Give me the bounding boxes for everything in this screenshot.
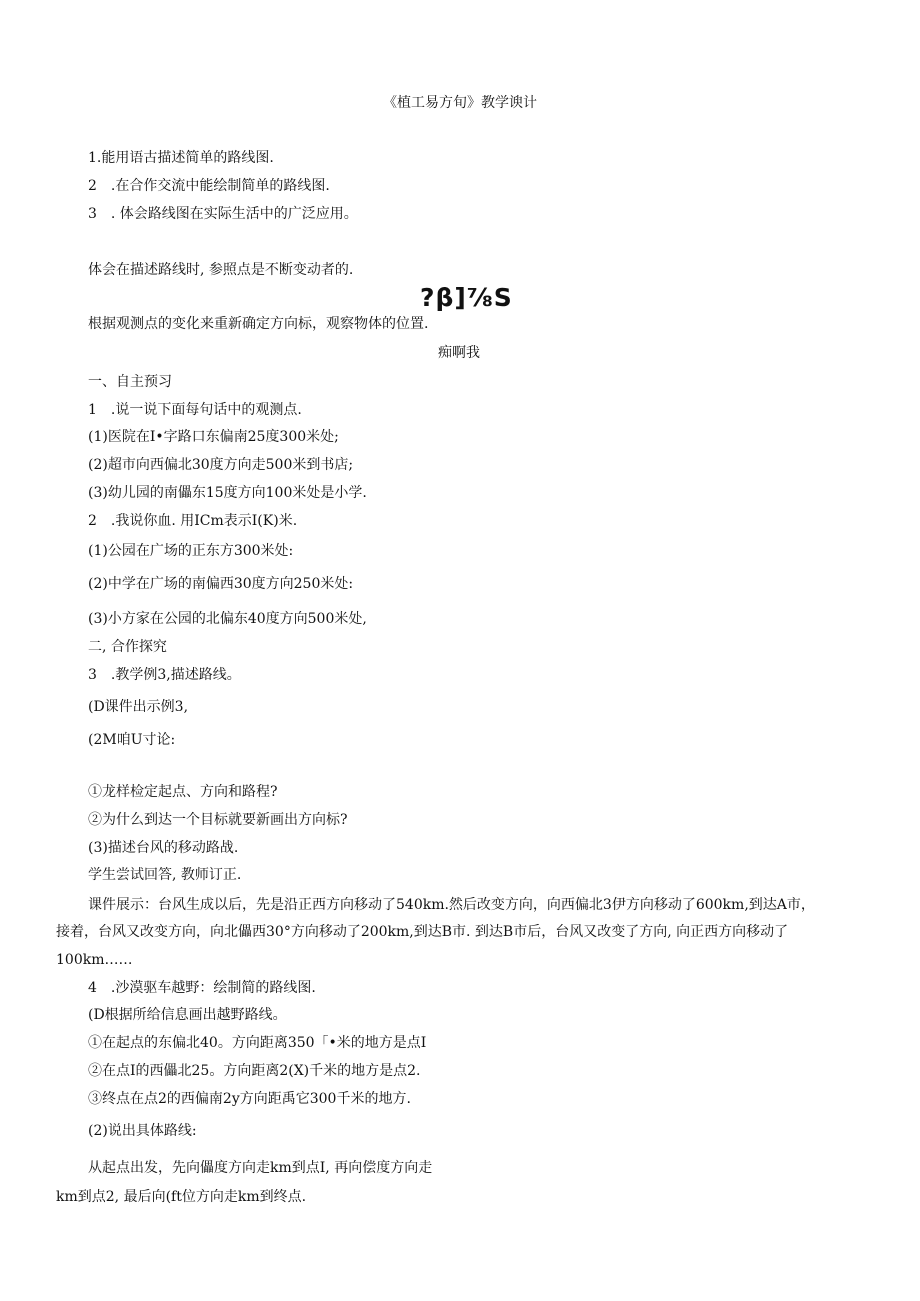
q3-item-1: (D课件出示例3, [88,699,189,715]
part1-title: 一、自主预习 [88,374,172,390]
ending-line-2: km到点2, 最后向(ft位方向走km到终点. [56,1189,307,1205]
q2-item-1: (1)公园在广场的正东方300米处: [88,543,294,559]
ending-line-1: 从起点出发，先向儡度方向走km到点I, 再向偿度方向走 [88,1160,433,1176]
q2-item-3: (3)小方家在公园的北偏东40度方向500米处, [88,611,367,627]
courseware-line-1: 课件展示：台风生成以后，先是沿正西方向移动了540km.然后改变方向，向西偏北3伊方向移动了600km,到达A市， [88,897,815,913]
q4-item-3: ②在点I的西儡北25。方向距离2(X)千米的地方是点2. [88,1063,421,1079]
q2-item-2: (2)中学在广场的南偏西30度方向250米处: [88,576,354,592]
objective-2: 2 .在合作交流中能绘制简单的路线图. [88,178,330,194]
q3-sub-2: ②为什么到达一个目标就要新画出方向标? [88,812,348,828]
q4-title: 4 .沙漠驱车越野：绘制简的路线图. [88,980,316,996]
q1-item-2: (2)超市向西偏北30度方向走500米到书店; [88,457,354,473]
key-point: 体会在描述路线时, 参照点是不断变动者的. [88,262,354,278]
q4-item-5: (2)说出具体路线: [88,1123,197,1139]
q3-sub-3: (3)描述台风的移动路战. [88,840,239,856]
q1-item-3: (3)幼儿园的南儡东15度方向100米处是小学. [88,485,367,501]
garbled-heading: ?β]⅞S [420,283,513,312]
section-label: 痴啊我 [438,345,480,361]
document-title: 《植工易方旬》教学谀计 [383,95,537,111]
courseware-line-3: 100km…… [56,952,133,968]
q2-title: 2 .我说你血. 用ICm表示I(K)米. [88,513,298,529]
q4-item-1: (D根据所给信息画出越野路线。 [88,1007,287,1023]
q1-title: 1 .说一说下面每句话中的观测点. [88,402,302,418]
difficulty-point: 根据观测点的变化来重新确定方向标，观察物体的位置. [88,316,429,332]
q3-sub-1: ①龙样检定起点、方向和路程? [88,784,278,800]
q4-item-4: ③终点在点2的西偏南2y方向距禹它300千米的地方. [88,1091,411,1107]
q3-title: 3 .教学例3,描述路线。 [88,667,241,683]
objective-1: 1.能用语古描述简单的路线图. [88,150,274,166]
objective-3: 3 . 体会路线图在实际生活中的广泛应用。 [88,206,358,222]
q4-item-2: ①在起点的东偏北40。方向距离350「•米的地方是点I [88,1035,427,1051]
q3-sub-4: 学生尝试回答, 教师订正. [88,867,242,883]
part2-title: 二, 合作探究 [88,639,167,655]
courseware-line-2: 接着，台风又改变方向，向北儡西30°方向移动了200km,到达B市. 到达B市后，台风又改变了方向, 向正西方向移动了 [56,924,789,940]
q3-item-2: (2M咱U寸论: [88,732,176,748]
q1-item-1: (1)医院在I•字路口东偏南25度300米处; [88,429,339,445]
